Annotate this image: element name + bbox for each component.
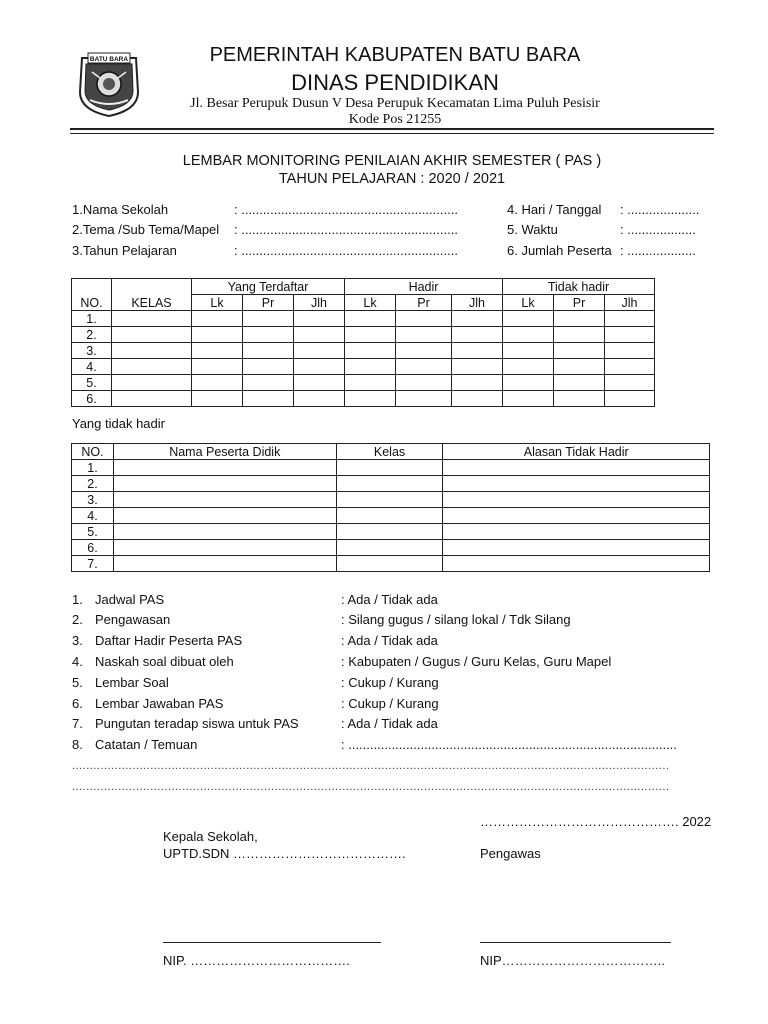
table-row bbox=[72, 359, 655, 375]
table-row bbox=[72, 524, 710, 540]
checklist-label: Pengawasan bbox=[95, 612, 171, 627]
row-number: 1. bbox=[72, 311, 112, 327]
checklist-no: 8. bbox=[72, 737, 83, 752]
sub-jlh: Jlh bbox=[294, 295, 345, 311]
sub-lk: Lk bbox=[345, 295, 396, 311]
table-row bbox=[72, 460, 710, 476]
header-rule-thin bbox=[70, 133, 714, 134]
checklist-no: 7. bbox=[72, 716, 83, 731]
row-number: 6. bbox=[72, 391, 112, 407]
sub-pr: Pr bbox=[243, 295, 294, 311]
row-number: 4. bbox=[72, 359, 112, 375]
col-no-header: NO. bbox=[72, 444, 114, 460]
info-school-value: : ............................................................ bbox=[234, 202, 458, 217]
checklist-label: Naskah soal dibuat oleh bbox=[95, 654, 234, 669]
absent-section-label: Yang tidak hadir bbox=[72, 416, 165, 431]
row-number: 2. bbox=[72, 327, 112, 343]
sub-jlh: Jlh bbox=[605, 295, 655, 311]
checklist-no: 4. bbox=[72, 654, 83, 669]
checklist-label: Pungutan teradap siswa untuk PAS bbox=[95, 716, 299, 731]
agency-name: DINAS PENDIDIKAN bbox=[291, 70, 499, 95]
checklist-label: Lembar Soal bbox=[95, 675, 169, 690]
info-participants-value: : ................... bbox=[620, 243, 696, 258]
sub-lk: Lk bbox=[192, 295, 243, 311]
group-absent-header: Tidak hadir bbox=[503, 279, 655, 295]
info-year-value: : ............................................................ bbox=[234, 243, 458, 258]
postal-code: Kode Pos 21255 bbox=[348, 112, 442, 127]
info-participants-label: 6. Jumlah Peserta bbox=[507, 243, 612, 258]
row-number: 3. bbox=[72, 343, 112, 359]
table-row bbox=[72, 540, 710, 556]
info-time-value: : ................... bbox=[620, 222, 696, 237]
checklist-label: Catatan / Temuan bbox=[95, 737, 198, 752]
info-day-value: : .................... bbox=[620, 202, 700, 217]
notes-line: ........................................................................................................................................................................ bbox=[72, 781, 670, 793]
sub-pr: Pr bbox=[396, 295, 452, 311]
table-row bbox=[72, 375, 655, 391]
supervisor-signature-line bbox=[480, 942, 671, 943]
info-time-label: 5. Waktu bbox=[507, 222, 558, 237]
supervisor-nip: NIP……………………………….. bbox=[480, 953, 665, 968]
checklist-value: : Kabupaten / Gugus / Guru Kelas, Guru Mapel bbox=[341, 654, 612, 669]
col-student-name-header: Nama Peserta Didik bbox=[113, 444, 336, 460]
supervisor-title: Pengawas bbox=[480, 846, 541, 861]
row-number: 3. bbox=[72, 492, 114, 508]
info-theme-label: 2.Tema /Sub Tema/Mapel bbox=[72, 222, 220, 237]
checklist-label: Lembar Jawaban PAS bbox=[95, 696, 224, 711]
row-number: 6. bbox=[72, 540, 114, 556]
table-row bbox=[72, 343, 655, 359]
checklist-value: : Ada / Tidak ada bbox=[341, 592, 438, 607]
checklist-value: : Ada / Tidak ada bbox=[341, 633, 438, 648]
table-row bbox=[72, 508, 710, 524]
absent-students-table bbox=[71, 443, 710, 572]
row-number: 2. bbox=[72, 476, 114, 492]
info-day-label: 4. Hari / Tanggal bbox=[507, 202, 602, 217]
table-row bbox=[72, 476, 710, 492]
attendance-summary-table bbox=[71, 278, 655, 407]
sub-pr: Pr bbox=[554, 295, 605, 311]
info-year-label: 3.Tahun Pelajaran bbox=[72, 243, 177, 258]
table-row bbox=[72, 556, 710, 572]
checklist-value: : Cukup / Kurang bbox=[341, 696, 439, 711]
signature-date: ………………………………………. 2022 bbox=[480, 814, 712, 829]
col-no-header: NO. bbox=[72, 279, 112, 311]
school-name-line: UPTD.SDN …………………………………. bbox=[163, 846, 406, 861]
notes-line: ........................................................................................................................................................................ bbox=[72, 760, 670, 772]
col-reason-header: Alasan Tidak Hadir bbox=[443, 444, 710, 460]
table-row bbox=[72, 391, 655, 407]
checklist-no: 3. bbox=[72, 633, 83, 648]
svg-text:BATU BARA: BATU BARA bbox=[89, 56, 129, 63]
table-row bbox=[72, 492, 710, 508]
table-row bbox=[72, 327, 655, 343]
agency-address: Jl. Besar Perupuk Dusun V Desa Perupuk Kecamatan Lima Puluh Pesisir bbox=[190, 96, 600, 111]
col-class-header: Kelas bbox=[336, 444, 443, 460]
col-kelas-header: KELAS bbox=[112, 279, 192, 311]
principal-nip: NIP. ………………………………. bbox=[163, 953, 350, 968]
academic-year-title: TAHUN PELAJARAN : 2020 / 2021 bbox=[278, 171, 506, 187]
info-school-label: 1.Nama Sekolah bbox=[72, 202, 169, 217]
group-present-header: Hadir bbox=[345, 279, 503, 295]
document-title: LEMBAR MONITORING PENILAIAN AKHIR SEMESTER ( PAS ) bbox=[182, 153, 602, 169]
header-rule-thick bbox=[70, 128, 714, 130]
row-number: 5. bbox=[72, 524, 114, 540]
checklist-value: : Ada / Tidak ada bbox=[341, 716, 438, 731]
row-number: 1. bbox=[72, 460, 114, 476]
row-number: 4. bbox=[72, 508, 114, 524]
row-number: 7. bbox=[72, 556, 114, 572]
checklist-no: 5. bbox=[72, 675, 83, 690]
checklist-no: 2. bbox=[72, 612, 83, 627]
info-theme-value: : ............................................................ bbox=[234, 222, 458, 237]
government-name: PEMERINTAH KABUPATEN BATU BARA bbox=[209, 44, 581, 66]
row-number: 5. bbox=[72, 375, 112, 391]
checklist-value: : ........................................................................................... bbox=[341, 737, 677, 752]
checklist-label: Daftar Hadir Peserta PAS bbox=[95, 633, 243, 648]
sub-jlh: Jlh bbox=[452, 295, 503, 311]
batu-bara-logo bbox=[76, 50, 142, 118]
checklist-label: Jadwal PAS bbox=[95, 592, 165, 607]
checklist-value: : Silang gugus / silang lokal / Tdk Silang bbox=[341, 612, 571, 627]
checklist-no: 6. bbox=[72, 696, 83, 711]
sub-lk: Lk bbox=[503, 295, 554, 311]
principal-title: Kepala Sekolah, bbox=[163, 829, 258, 844]
principal-signature-line bbox=[163, 942, 381, 943]
checklist-no: 1. bbox=[72, 592, 83, 607]
table-row bbox=[72, 311, 655, 327]
checklist-value: : Cukup / Kurang bbox=[341, 675, 439, 690]
group-registered-header: Yang Terdaftar bbox=[192, 279, 345, 295]
